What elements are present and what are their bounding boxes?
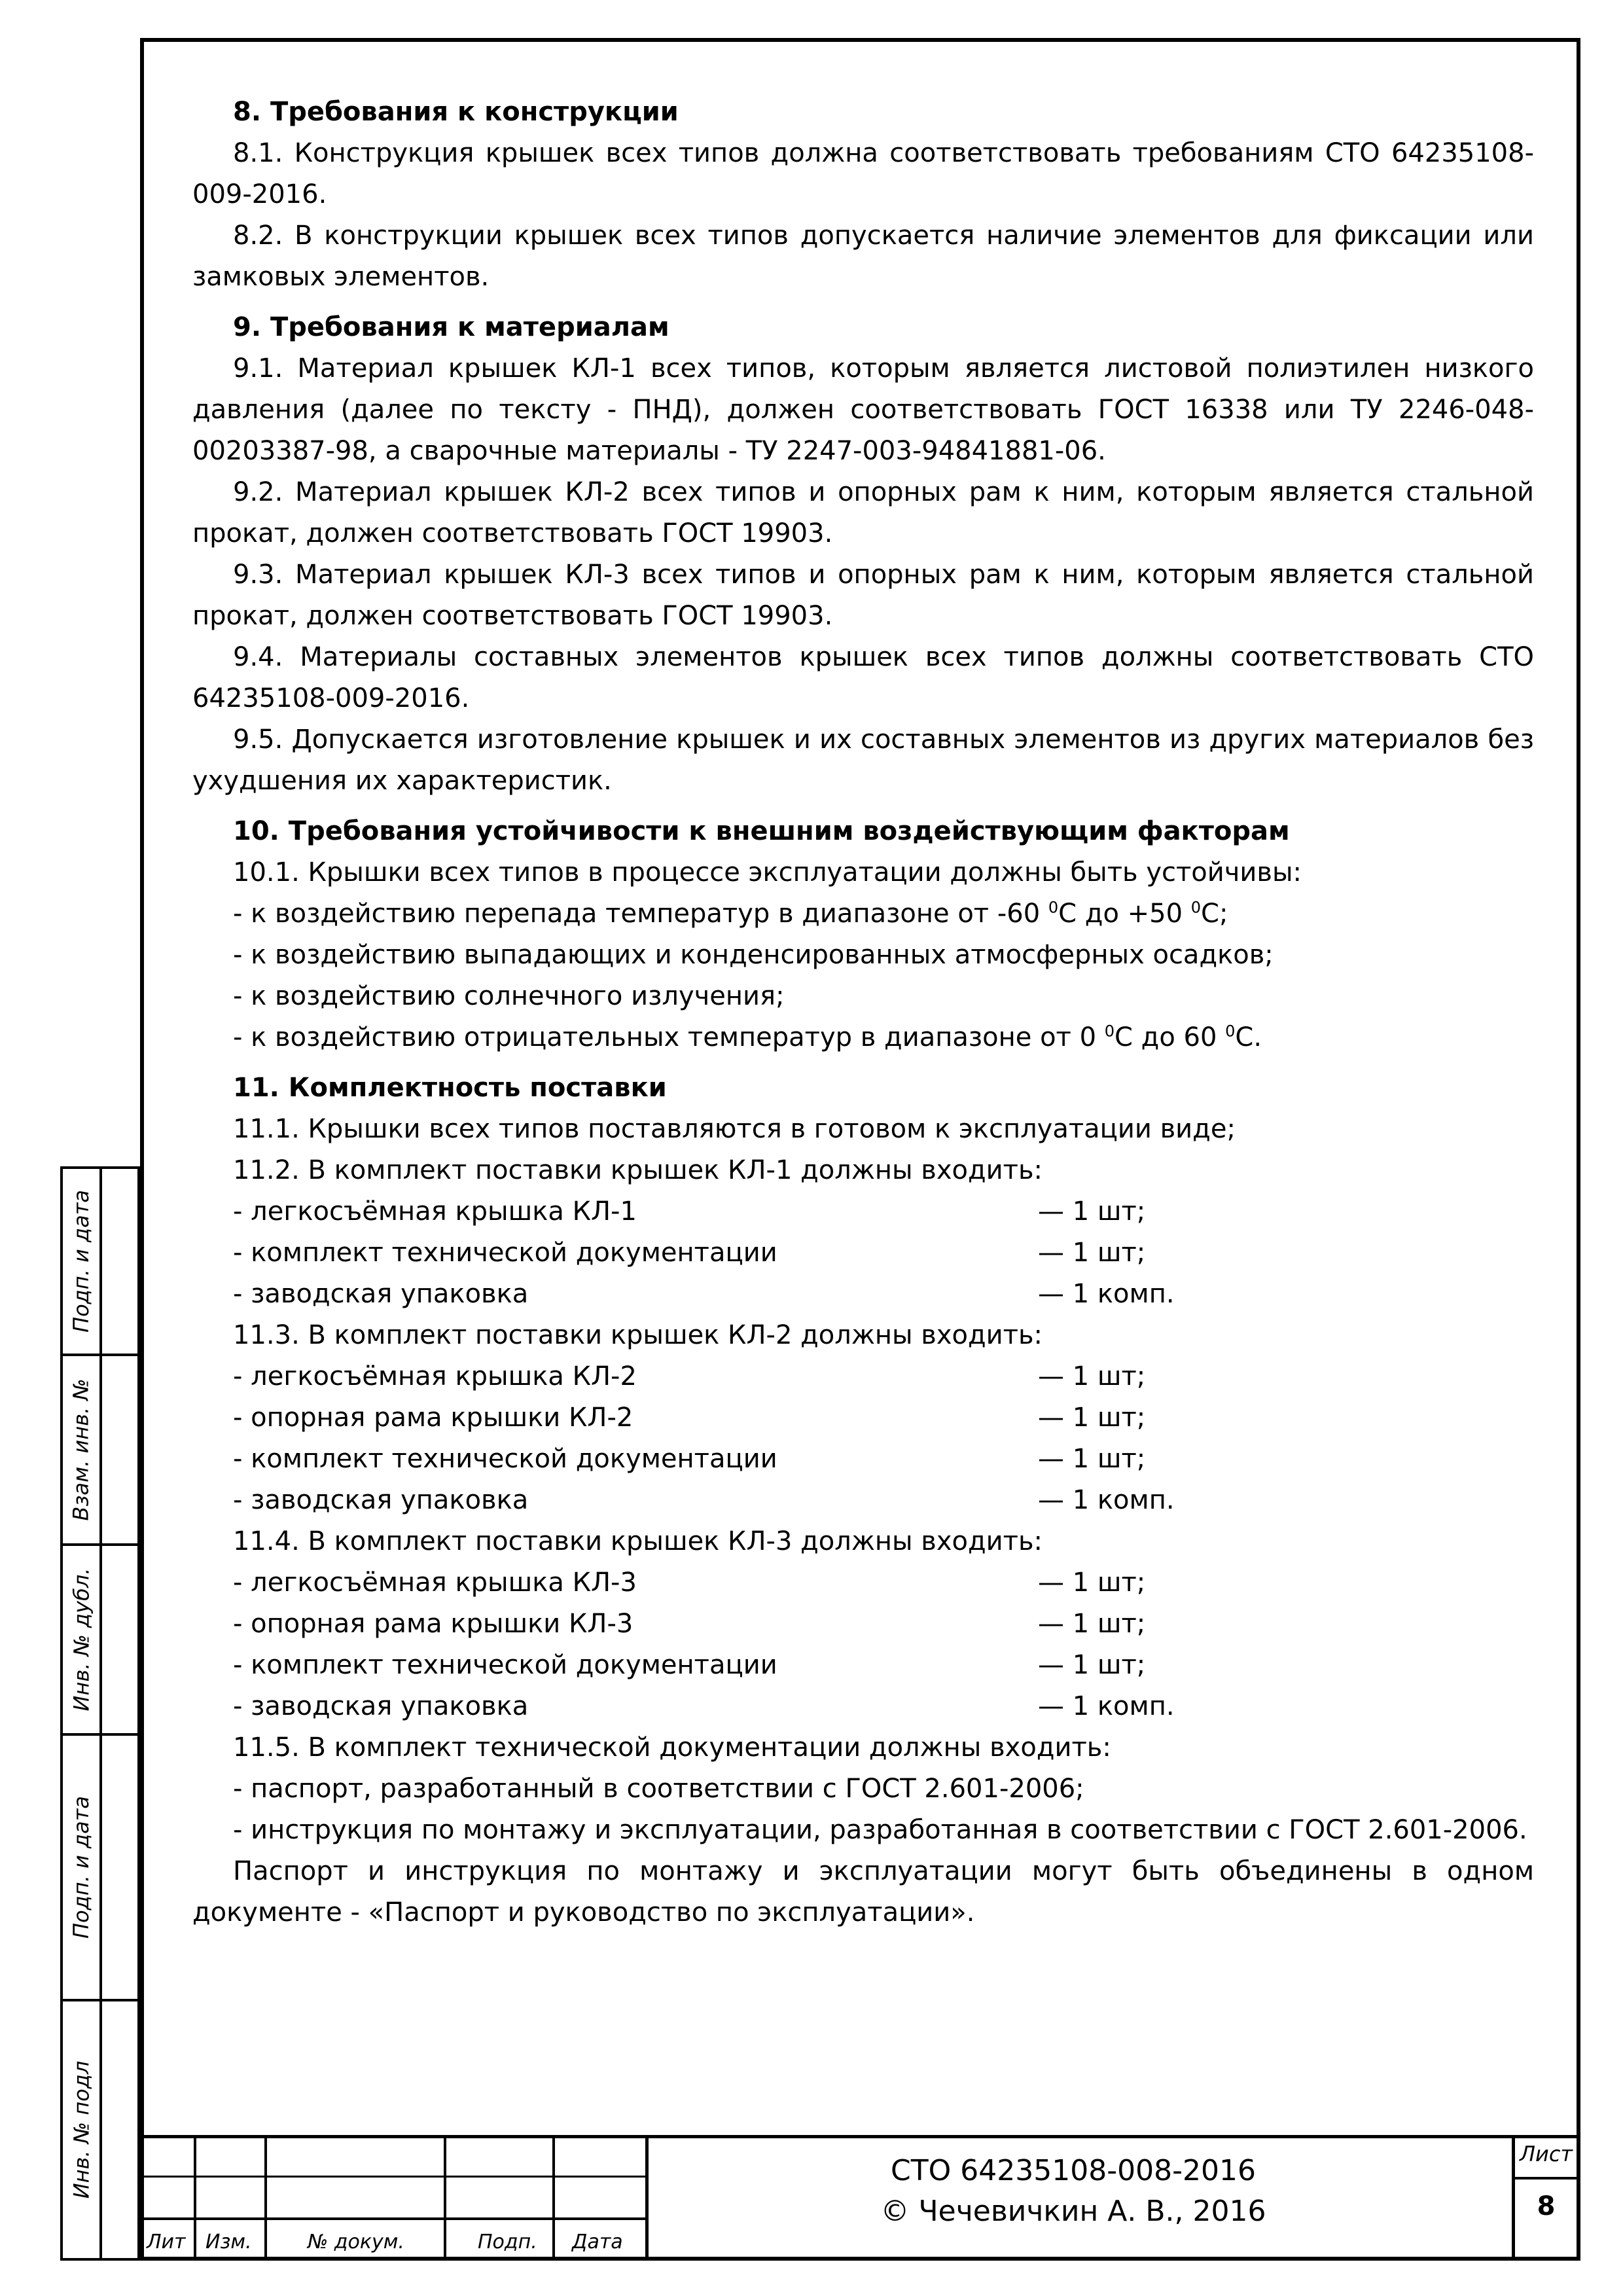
paragraph: 8.2. В конструкции крышек всех типов допускается наличие элементов для фиксации или замковых элементов. bbox=[192, 221, 1534, 292]
list-item bbox=[192, 1274, 1534, 1315]
paragraph: 11.1. Крышки всех типов поставляются в готовом к эксплуатации виде; bbox=[233, 1114, 1236, 1144]
list-item bbox=[192, 1686, 1534, 1727]
divider bbox=[264, 2135, 267, 2261]
paragraph: 11.2. В комплект поставки крышек КЛ-1 должны входить: bbox=[233, 1155, 1043, 1185]
bullet-item: - инструкция по монтажу и эксплуатации, разработанная в соответствии с ГОСТ 2.601-2006. bbox=[233, 1815, 1527, 1845]
item-qty: — 1 шт; bbox=[1038, 1361, 1146, 1391]
item-name: - комплект технической документации bbox=[233, 1650, 777, 1680]
degree-mark: 0 bbox=[1190, 898, 1202, 917]
bullet-item bbox=[192, 1017, 1534, 1058]
paragraph: 9.1. Материал крышек КЛ-1 всех типов, которым является листовой полиэтилен низкого давления (далее по тексту - ПНД), должен соответствовать ГОСТ 16338 или ТУ 2246-048-00203387-98, а сварочные материалы - ТУ 2247-003-94841881-06. bbox=[192, 353, 1534, 466]
item-qty: — 1 шт; bbox=[1038, 1196, 1146, 1227]
side-cell bbox=[60, 1543, 140, 1736]
bullet-text: - к воздействию перепада температур в диапазоне от -60 bbox=[233, 899, 1048, 929]
item-qty: — 1 шт; bbox=[1038, 1650, 1146, 1680]
bullet-text: С до +50 bbox=[1058, 899, 1191, 929]
item-name: - комплект технической документации bbox=[233, 1238, 777, 1268]
side-cell bbox=[60, 1999, 140, 2261]
side-label: Взам. инв. № bbox=[69, 1378, 94, 1521]
bullet-item: - паспорт, разработанный в соответствии с ГОСТ 2.601-2006; bbox=[233, 1774, 1084, 1804]
list-item bbox=[192, 1232, 1534, 1274]
doc-code: СТО 64235108-008-2016 bbox=[891, 2154, 1256, 2187]
item-name: - легкосъёмная крышка КЛ-2 bbox=[233, 1361, 637, 1391]
sheet-number: 8 bbox=[1537, 2191, 1556, 2221]
side-cell bbox=[60, 1733, 140, 2001]
list-item bbox=[192, 1480, 1534, 1521]
degree-mark: 0 bbox=[1048, 898, 1059, 917]
paragraph: 9.5. Допускается изготовление крышек и их составных элементов из других материалов без ухудшения их характеристик. bbox=[192, 725, 1534, 796]
paragraph: 10.1. Крышки всех типов в процессе эксплуатации должны быть устойчивы: bbox=[233, 857, 1302, 888]
doc-code-block bbox=[648, 2151, 1499, 2232]
divider bbox=[140, 2217, 647, 2220]
side-label: Инв. № дубл. bbox=[69, 1568, 94, 1712]
side-label: Подп. и дата bbox=[69, 1796, 94, 1939]
side-label-cell bbox=[63, 1169, 102, 1354]
item-qty: — 1 комп. bbox=[1038, 1279, 1175, 1309]
list-item bbox=[192, 1356, 1534, 1397]
item-name: - заводская упаковка bbox=[233, 1485, 529, 1515]
side-label-cell bbox=[63, 1736, 102, 1999]
paragraph: 9.3. Материал крышек КЛ-3 всех типов и опорных рам к ним, которым является стальной прокат, должен соответствовать ГОСТ 19903. bbox=[192, 560, 1534, 631]
side-cell bbox=[60, 1166, 140, 1356]
paragraph: 8.1. Конструкция крышек всех типов должна соответствовать требованиям СТО 64235108-009-2016. bbox=[192, 138, 1534, 209]
item-qty: — 1 комп. bbox=[1038, 1691, 1175, 1721]
side-stamp bbox=[60, 1166, 140, 2261]
document-body bbox=[192, 92, 1534, 1933]
section-heading: 8. Требования к конструкции bbox=[233, 97, 679, 127]
divider bbox=[444, 2135, 446, 2261]
side-label-cell bbox=[63, 2001, 102, 2258]
list-item bbox=[192, 1604, 1534, 1645]
list-item bbox=[192, 1191, 1534, 1232]
section-heading: 11. Комплектность поставки bbox=[233, 1073, 667, 1103]
list-item bbox=[192, 1562, 1534, 1604]
paragraph: 11.4. В комплект поставки крышек КЛ-3 должны входить: bbox=[233, 1526, 1043, 1556]
bullet-text: С до 60 bbox=[1115, 1022, 1226, 1052]
item-qty: — 1 шт; bbox=[1038, 1609, 1146, 1639]
col-label-date: Дата bbox=[572, 2231, 623, 2253]
paragraph: 11.3. В комплект поставки крышек КЛ-2 должны входить: bbox=[233, 1320, 1043, 1350]
item-qty: — 1 шт; bbox=[1038, 1238, 1146, 1268]
section-heading: 10. Требования устойчивости к внешним воздействующим факторам bbox=[233, 816, 1290, 846]
col-label-izm: Изм. bbox=[205, 2231, 252, 2253]
item-name: - комплект технической документации bbox=[233, 1444, 777, 1474]
paragraph: 11.5. В комплект технической документации должны входить: bbox=[233, 1732, 1111, 1763]
divider bbox=[194, 2135, 196, 2261]
item-name: - заводская упаковка bbox=[233, 1279, 529, 1309]
list-item bbox=[192, 1645, 1534, 1686]
divider bbox=[140, 2176, 647, 2178]
item-name: - заводская упаковка bbox=[233, 1691, 529, 1721]
section-heading: 9. Требования к материалам bbox=[233, 312, 669, 342]
bullet-text: С; bbox=[1201, 899, 1228, 929]
list-item bbox=[192, 1397, 1534, 1439]
bullet-text: - к воздействию отрицательных температур в диапазоне от 0 bbox=[233, 1022, 1105, 1052]
bullet-text: С. bbox=[1235, 1022, 1262, 1052]
item-qty: — 1 шт; bbox=[1038, 1568, 1146, 1598]
item-qty: — 1 комп. bbox=[1038, 1485, 1175, 1515]
degree-mark: 0 bbox=[1104, 1022, 1115, 1041]
side-label-cell bbox=[63, 1356, 102, 1543]
divider bbox=[552, 2135, 555, 2261]
bullet-item: - к воздействию солнечного излучения; bbox=[233, 981, 785, 1011]
bullet-item: - к воздействию выпадающих и конденсированных атмосферных осадков; bbox=[233, 940, 1274, 970]
side-label: Инв. № подл bbox=[69, 2060, 94, 2199]
side-cell bbox=[60, 1354, 140, 1546]
copyright: © Чечевичкин А. В., 2016 bbox=[880, 2195, 1266, 2228]
col-label-sign: Подп. bbox=[478, 2231, 537, 2253]
bullet-item bbox=[192, 893, 1534, 935]
degree-mark: 0 bbox=[1225, 1022, 1236, 1041]
item-name: - легкосъёмная крышка КЛ-3 bbox=[233, 1568, 637, 1598]
divider bbox=[140, 2135, 1580, 2138]
item-qty: — 1 шт; bbox=[1038, 1444, 1146, 1474]
item-name: - легкосъёмная крышка КЛ-1 bbox=[233, 1196, 637, 1227]
item-name: - опорная рама крышки КЛ-3 bbox=[233, 1609, 633, 1639]
closing-paragraph: Паспорт и инструкция по монтажу и эксплуатации могут быть объединены в одном документе - «Паспорт и руководство по эксплуатации». bbox=[192, 1856, 1534, 1928]
list-item bbox=[192, 1439, 1534, 1480]
paragraph: 9.2. Материал крышек КЛ-2 всех типов и опорных рам к ним, которым является стальной прокат, должен соответствовать ГОСТ 19903. bbox=[192, 477, 1534, 548]
side-label: Подп. и дата bbox=[69, 1190, 94, 1333]
paragraph: 9.4. Материалы составных элементов крышек всех типов должны соответствовать СТО 64235108-009-2016. bbox=[192, 642, 1534, 713]
col-label-lit: Лит bbox=[147, 2231, 186, 2253]
col-label-doc: № докум. bbox=[308, 2231, 404, 2253]
item-qty: — 1 шт; bbox=[1038, 1403, 1146, 1433]
sheet-label: Лист bbox=[1519, 2142, 1573, 2166]
item-name: - опорная рама крышки КЛ-2 bbox=[233, 1403, 633, 1433]
divider bbox=[1512, 2177, 1580, 2179]
side-label-cell bbox=[63, 1546, 102, 1733]
